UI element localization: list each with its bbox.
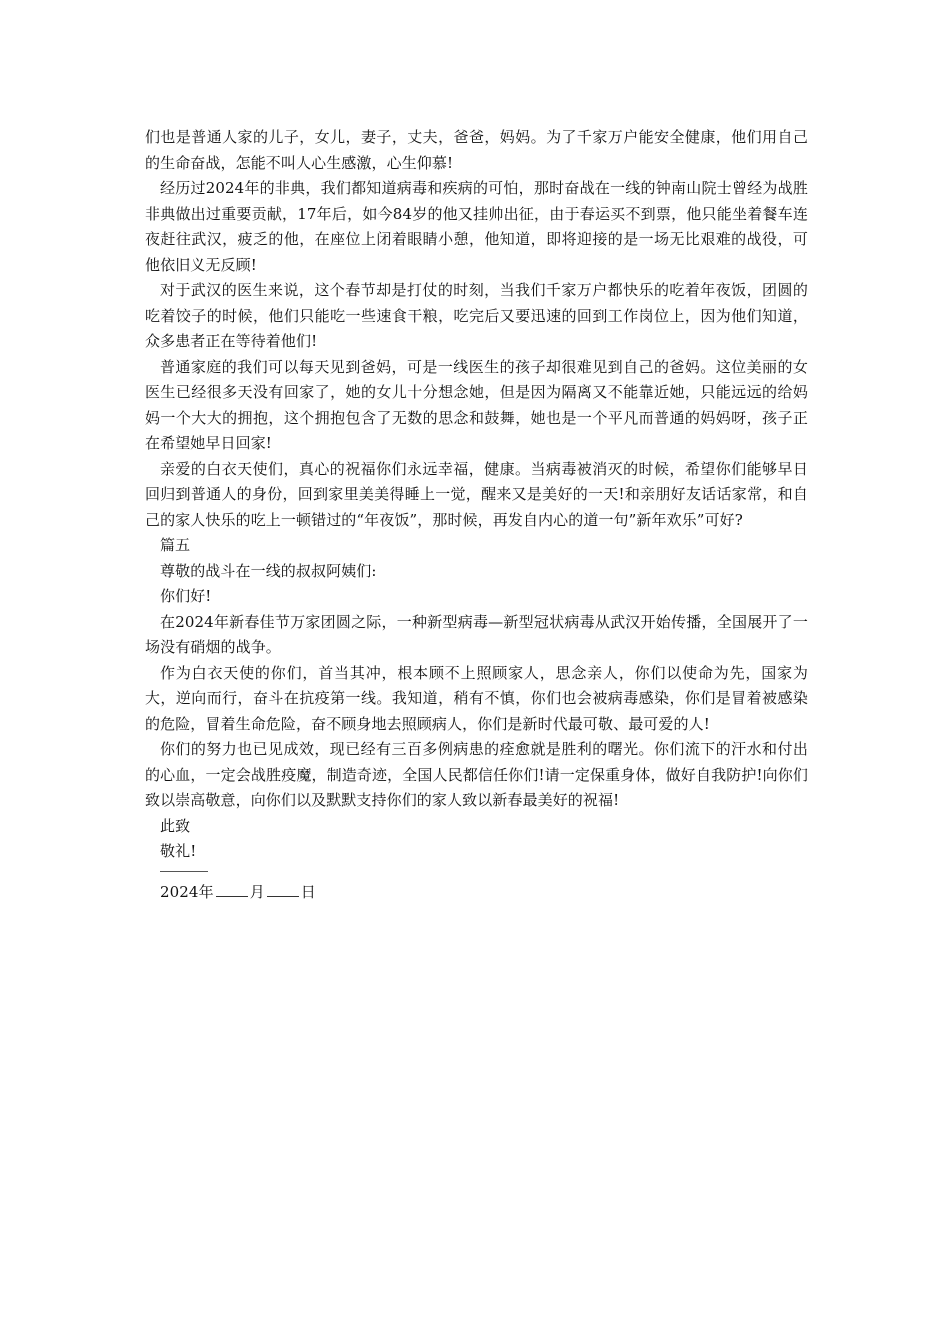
document-body bbox=[145, 125, 808, 905]
date-month-unit: 月 bbox=[249, 882, 265, 901]
paragraph-doctor-family: 普通家庭的我们可以每天见到爸妈，可是一线医生的孩子却很难见到自己的爸妈。这位美丽的女医生已经很多天没有回家了，她的女儿十分想念她，但是因为隔离又不能靠近她，只能远远的给妈妈一个大大的拥抱，这个拥抱包含了无数的思念和鼓舞，她也是一个平凡而普通的妈妈呀，孩子正在希望她早日回家! bbox=[145, 357, 808, 452]
letter-greeting: 你们好! bbox=[160, 587, 212, 605]
letter-salutation: 尊敬的战斗在一线的叔叔阿姨们: bbox=[160, 561, 377, 580]
date-line bbox=[160, 880, 808, 906]
date-day-blank bbox=[267, 882, 299, 897]
paragraph-zhong-nanshan: 经历过2024年的非典，我们都知道病毒和疾病的可怕，那时奋战在一线的钟南山院士曾经为战胜非典做出过重要贡献，17年后，如今84岁的他又挂帅出征，由于春运买不到票，他只能坐着餐车连夜赶往武汉，疲乏的他，在座位上闭着眼睛小憩，他知道，即将迎接的是一场无比艰难的战役，可他依旧义无反顾! bbox=[145, 179, 808, 274]
closing-jingli: 敬礼! bbox=[160, 842, 197, 860]
paragraph-white-angels: 作为白衣天使的你们，首当其冲，根本顾不上照顾家人，思念亲人，你们以使命为先，国家为大，逆向而行，奋斗在抗疫第一线。我知道，稍有不慎，你们也会被病毒感染，你们是冒着被感染的危险，冒着生命危险，奋不顾身地去照顾病人，你们是新时代最可敬、最可爱的人! bbox=[145, 663, 808, 733]
date-year: 2024 bbox=[160, 882, 199, 901]
paragraph-effort: 你们的努力也已见成效，现已经有三百多例病患的痊愈就是胜利的曙光。你们流下的汗水和付出的心血，一定会战胜疫魔，制造奇迹，全国人民都信任你们!请一定保重身体，做好自我防护!向你们致以崇高敬意，向你们以及默默支持你们的家人致以新春最美好的祝福! bbox=[145, 740, 808, 809]
section-title: 篇五 bbox=[160, 536, 191, 554]
paragraph-outbreak: 在2024年新春佳节万家团圆之际，一种新型病毒—新型冠状病毒从武汉开始传播，全国展开了一场没有硝烟的战争。 bbox=[145, 612, 808, 656]
paragraph-wishes: 亲爱的白衣天使们，真心的祝福你们永远幸福，健康。当病毒被消灭的时候，希望你们能够早日回归到普通人的身份，回到家里美美得睡上一觉，醒来又是美好的一天!和亲朋好友话话家常，和自己的家人快乐的吃上一顿错过的“年夜饭”，那时候，再发自内心的道一句”新年欢乐”可好? bbox=[145, 459, 808, 529]
date-month-blank bbox=[216, 882, 248, 897]
paragraph-wuhan-doctors: 对于武汉的医生来说，这个春节却是打仗的时刻，当我们千家万户都快乐的吃着年夜饭，团圆的吃着饺子的时候，他们只能吃一些速食干粮，吃完后又要迅速的回到工作岗位上，因为他们知道，众多患者正在等待着他们! bbox=[145, 281, 808, 350]
date-day-unit: 日 bbox=[300, 882, 316, 901]
date-year-unit: 年 bbox=[198, 882, 214, 901]
closing-cizhi: 此致 bbox=[160, 816, 191, 835]
signature-line bbox=[160, 871, 208, 872]
paragraph-continuation: 们也是普通人家的儿子，女儿，妻子，丈夫，爸爸，妈妈。为了千家万户能安全健康，他们用自己的生命奋战，怎能不叫人心生感激，心生仰慕! bbox=[145, 128, 808, 172]
